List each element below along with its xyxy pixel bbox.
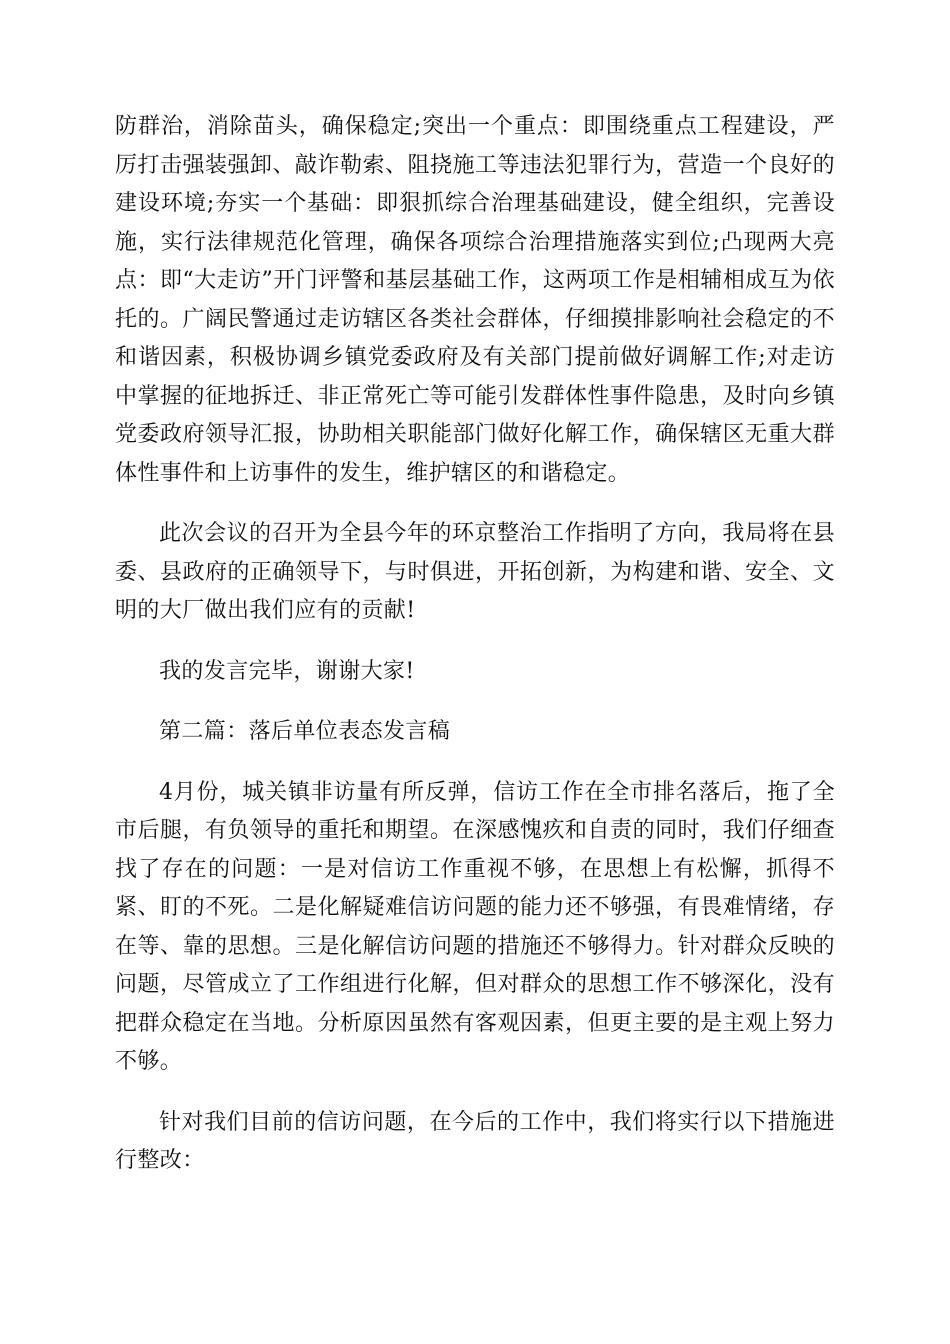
paragraph-rectification-intro: 针对我们目前的信访问题，在今后的工作中，我们将实行以下措施进行整改：	[115, 1109, 835, 1173]
document-body	[115, 108, 835, 1203]
paragraph-conclusion: 此次会议的召开为全县今年的环京整治工作指明了方向，我局将在县委、县政府的正确领导下，与时俱进，开拓创新，为构建和谐、安全、文明的大厂做出我们应有的贡献!	[115, 521, 835, 623]
paragraph-problem-analysis: 4月份，城关镇非访量有所反弹，信访工作在全市排名落后，拖了全市后腿，有负领导的重托和期望。在深感愧疚和自责的同时，我们仔细查找了存在的问题：一是对信访工作重视不够，在思想上有松懈，抓得不紧、盯的不死。二是化解疑难信访问题的能力还不够强，有畏难情绪，存在等、靠的思想。三是化解信访问题的措施还不够得力。针对群众反映的问题，尽管成立了工作组进行化解，但对群众的思想工作不够深化，没有把群众稳定在当地。分析原因虽然有客观因素，但更主要的是主观上努力不够。	[115, 779, 835, 1074]
paragraph-continuation: 防群治，消除苗头，确保稳定;突出一个重点：即围绕重点工程建设，严厉打击强装强卸、敲诈勒索、阻挠施工等违法犯罪行为，营造一个良好的建设环境;夯实一个基础：即狠抓综合治理基础建设，健全组织，完善设施，实行法律规范化管理，确保各项综合治理措施落实到位;凸现两大亮点：即“大走访”开门评警和基层基础工作，这两项工作是相辅相成互为依托的。广阔民警通过走访辖区各类社会群体，仔细摸排影响社会稳定的不和谐因素，积极协调乡镇党委政府及有关部门提前做好调解工作;对走访中掌握的征地拆迁、非正常死亡等可能引发群体性事件隐患，及时向乡镇党委政府领导汇报，协助相关职能部门做好化解工作，确保辖区无重大群体性事件和上访事件的发生，维护辖区的和谐稳定。	[115, 114, 835, 486]
paragraph-closing-remark: 我的发言完毕，谢谢大家!	[159, 658, 415, 684]
section-heading: 第二篇：落后单位表态发言稿	[159, 719, 451, 744]
